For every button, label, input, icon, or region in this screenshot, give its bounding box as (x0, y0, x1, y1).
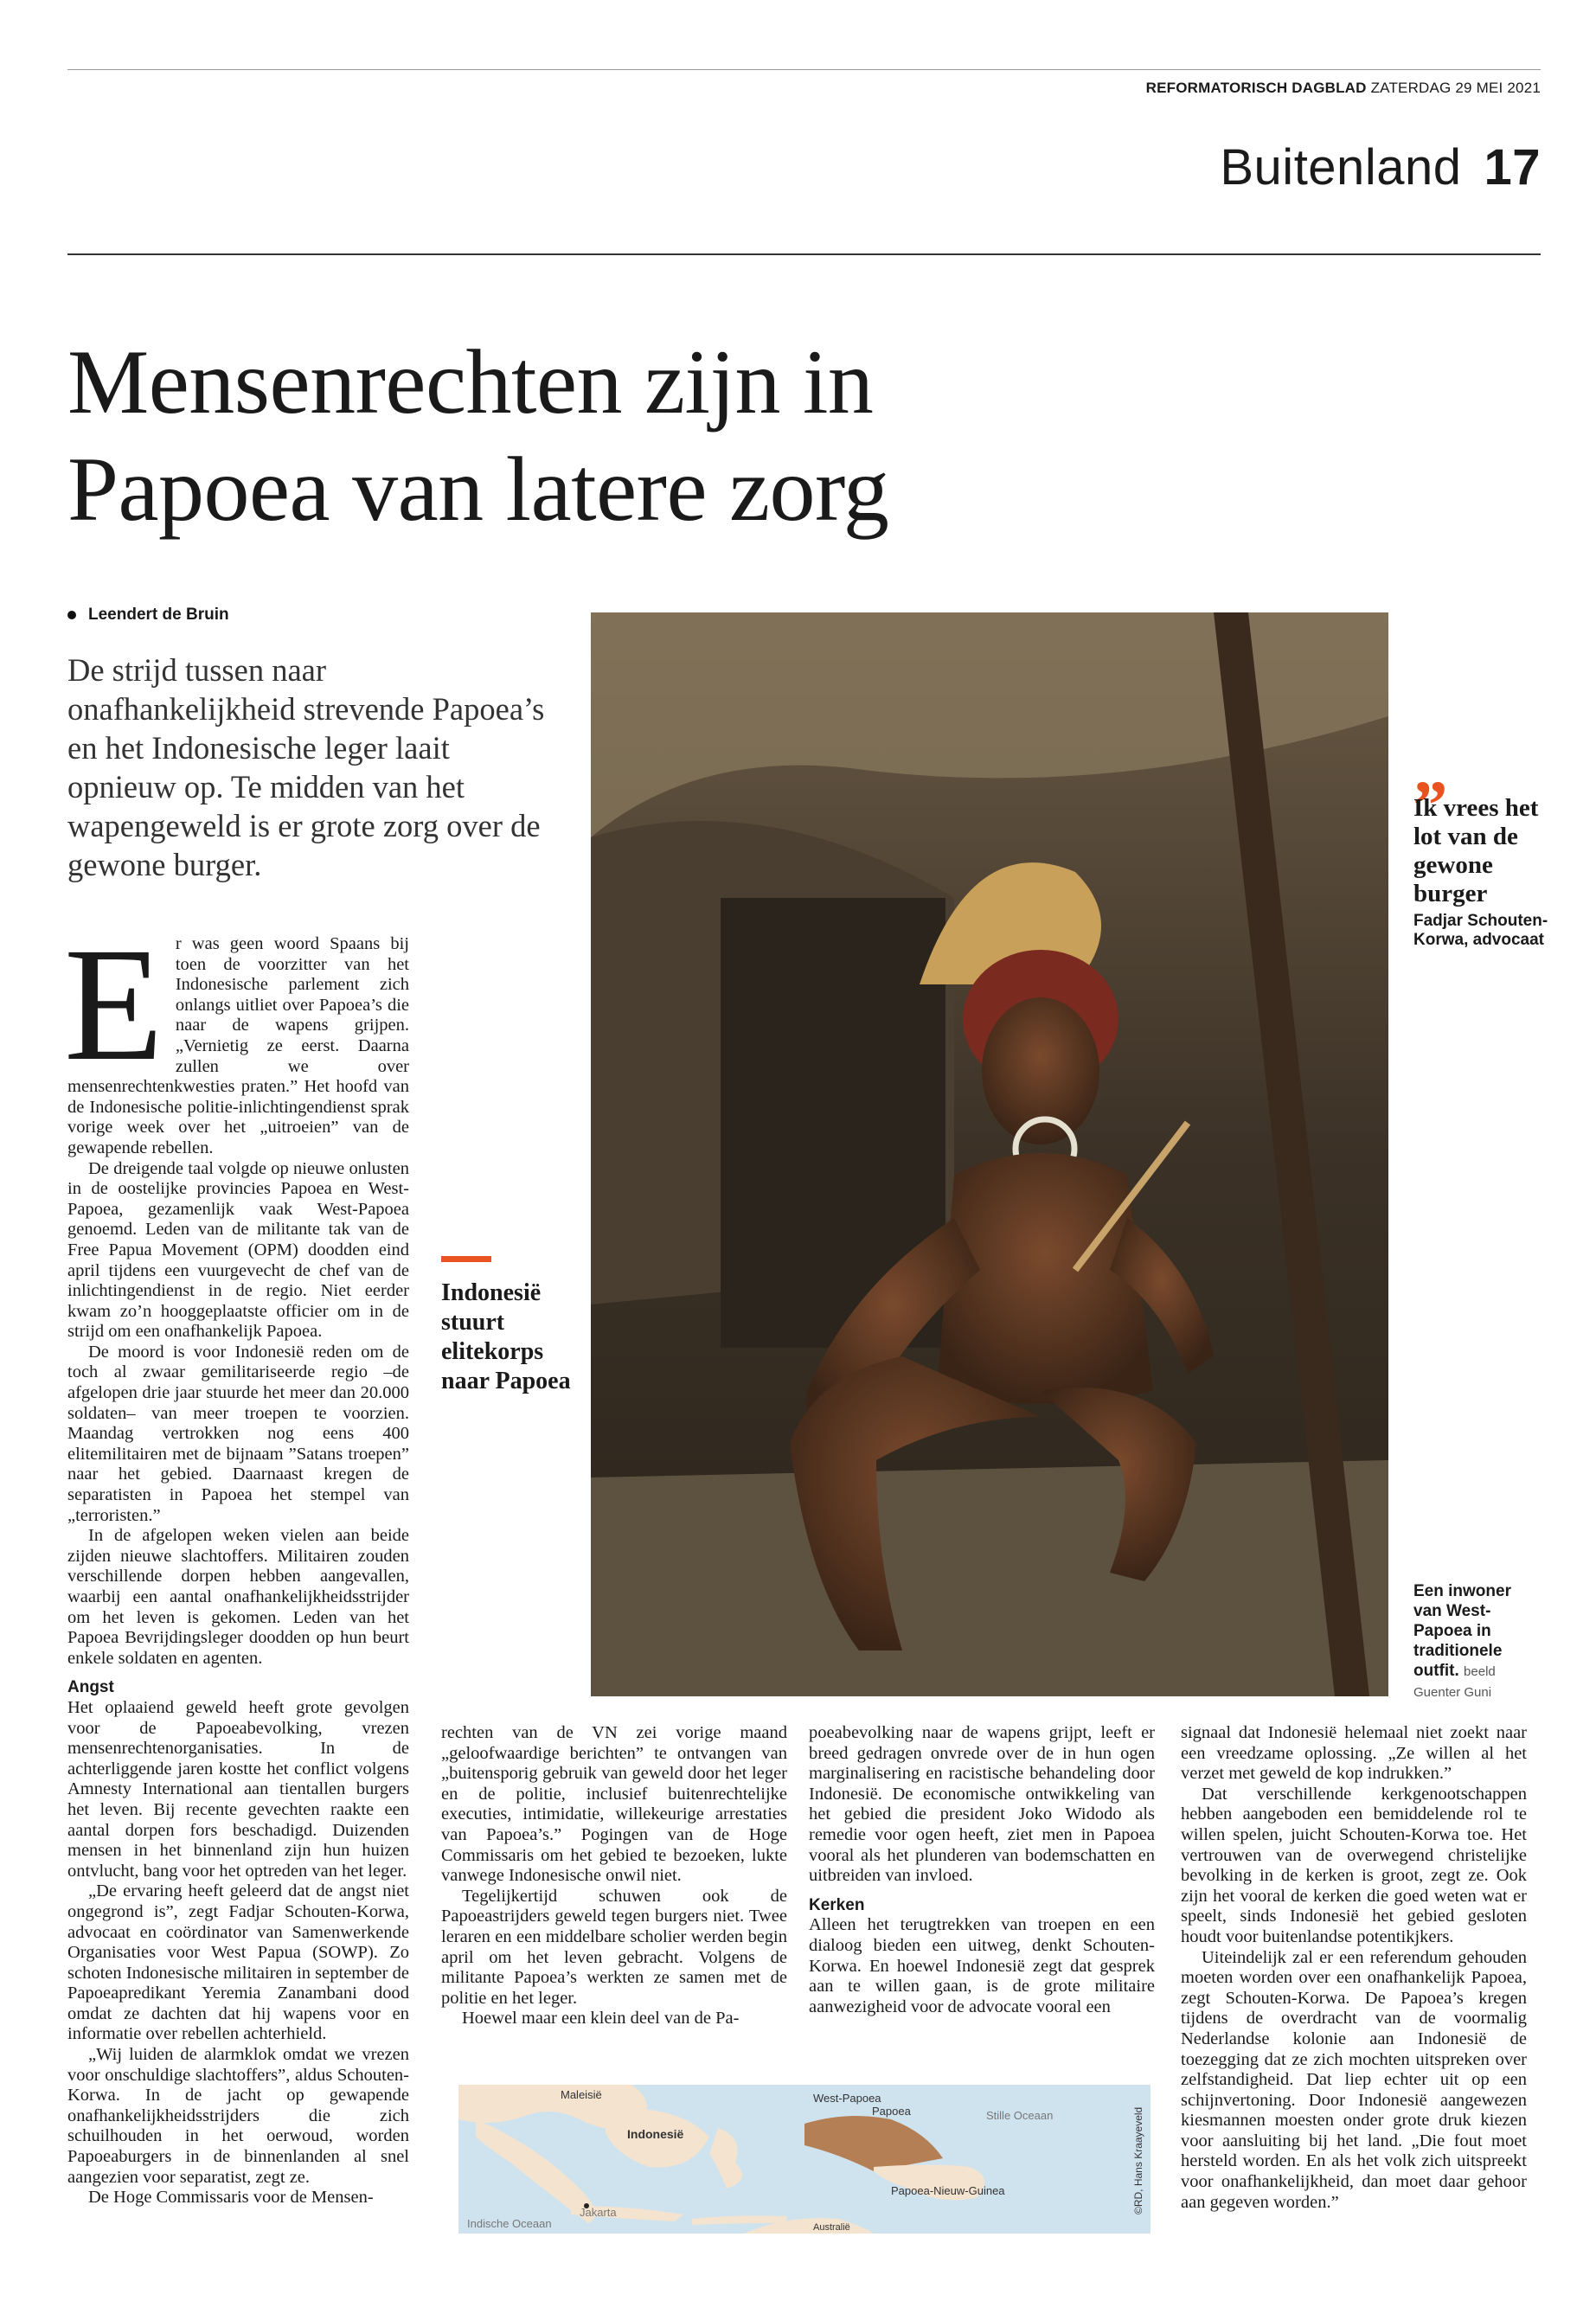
article-column-3 (809, 1723, 1155, 2017)
lead-paragraph: De strijd tussen naar onafhankelijkheid strevende Papoea’s en het Indonesische leger laait opnieuw op. Te midden van het wapengeweld is er grote zorg over de gewone burger. (67, 652, 545, 882)
paragraph: In de afgelopen weken vielen aan beide zijden nieuwe slachtoffers. Militairen zouden verschillende dorpen hebben aangevallen, waarbij een aantal onafhankelijkheidsstrijder om het leven is gekomen. Leden van het Papoea Bevrijdingsleger doodden op hun beurt enkele soldaten en agenten. (67, 1526, 409, 1668)
article-column-1 (64, 913, 409, 2208)
label-australie: Australië (813, 2222, 850, 2233)
headline-line-1: Mensenrechten zijn in (67, 331, 874, 433)
kader-text: Indonesië stuurt elitekorps naar Papoea (441, 1279, 571, 1394)
paragraph: Tegelijkertijd schuwen ook de Papoeastrijders geweld tegen burgers niet. Twee leraren en een middelbare scholier werden begin april om het leven gebracht. Volgens de militante Papoea’s werkten ze samen met de politie en het leger. (441, 1886, 787, 2008)
section-name: Buitenland (1220, 139, 1462, 195)
author-name: Leendert de Bruin (88, 606, 229, 624)
headline-line-2: Papoea van latere zorg (67, 439, 889, 540)
map-credit: ©RD, Hans Kraayeveld (1132, 2106, 1144, 2214)
quote-source: Fadjar Schouten-Korwa, advocaat (1413, 912, 1548, 949)
section-header (1220, 138, 1541, 196)
paragraph: „De ervaring heeft geleerd dat de angst niet ongegrond is”, zegt Fadjar Schouten-Korwa, advocaat en coördinator van Samenwerkende Organisaties voor West Papua (SOWP). Zo schoten Indonesische militairen in september de Papoeapredikant Yeremia Zanambani dood omdat ze dachten dat hij wapens voor en informatie over rebellen achterhield. (67, 1881, 409, 2044)
paragraph: De Hoge Commissaris voor de Mensen- (88, 2188, 374, 2208)
label-stille-oceaan: Stille Oceaan (986, 2109, 1054, 2122)
kader-accent-bar (441, 1256, 491, 1262)
map-graphic (458, 2085, 1151, 2234)
article-column-4 (1181, 1723, 1527, 2213)
paragraph: Dat verschillende kerkgenootschappen hebben aangeboden een bemiddelende rol te willen spelen, juicht Schouten-Korwa toe. Het vertrouwen van de overwegend christelijke bevolking in de kerken is groot, zegt ze. Ook zijn het vooral de kerken die goed weten wat er speelt, sinds Indonesië het gebied gesloten houdt voor buitenlandse potentikjkers. (1181, 1784, 1527, 1946)
label-png: Papoea-Nieuw-Guinea (891, 2184, 1005, 2197)
label-jakarta: Jakarta (580, 2206, 617, 2219)
paper-name: REFORMATORISCH DAGBLAD (1145, 80, 1367, 96)
page-number: 17 (1484, 139, 1541, 195)
article-photo (591, 612, 1388, 1696)
paragraph: „Wij luiden de alarmklok omdat we vrezen voor onschuldige slachtoffers”, aldus Schouten-Korwa. In de jacht op gewapende onafhankelijkheidsstrijders die zich schuilhouden in het oerwoud, worden Papoeaburgers in de binnenlanden al snel aangezien voor separatist, zegt ze. (67, 2045, 409, 2187)
section-rule (67, 253, 1541, 255)
label-west-papoea: West-Papoea (813, 2092, 881, 2105)
article-column-2 (441, 1723, 787, 2029)
label-maleisie: Maleisië (561, 2088, 602, 2101)
byline (67, 606, 229, 625)
paragraph: De moord is voor Indonesië reden om de toch al zwaar gemilitariseerde regio –de afgelopen drie jaar stuurde het meer dan 20.000 soldaten– van meer troepen te voorzien. Maandag vertrokken nog eens 400 elitemilitairen met de bijnaam ”Satans troepen” naar het gebied. Daarnaast kregen de separatisten in Papoea het stempel van „terroristen.” (67, 1342, 409, 1525)
indonesia-map (458, 2085, 1151, 2234)
label-indonesie: Indonesië (627, 2127, 684, 2141)
paragraph: poeabevolking naar de wapens grijpt, leeft er breed gedragen onvrede over de in hun ogen marginalisering en racistische behandeling door Indonesië. De economische ontwikkeling van het gebied die president Joko Widodo als remedie voor ogen heeft, ziet men in Papoea vooral als het plunderen van bodemschatten en uitbreiden van invloed. (809, 1723, 1155, 1886)
drop-cap: E (64, 913, 163, 1094)
paragraph: Hoewel maar een klein deel van de Pa- (462, 2009, 740, 2029)
label-indische-oceaan: Indische Oceaan (467, 2217, 552, 2230)
pull-quote: Ik vrees het lot van de gewone burger (1413, 794, 1539, 907)
subheading-angst: Angst (67, 1678, 114, 1697)
quote-mark: „ (1413, 732, 1448, 808)
top-rule (67, 69, 1541, 70)
paragraph: r was geen woord Spaans bij toen de voorzitter van het Indonesische parlement zich onlangs uitliet over Papoea’s die naar de wapens grijpen. „Vernietig ze eerst. Daarna zullen we over mensenrechtenkwesties praten.” Het hoofd van de Indonesische politie-inlichtingendienst sprak vorige week over het „uitroeien” van de gewapende rebellen. (67, 934, 409, 1157)
headline (67, 329, 1192, 543)
photo-illustration (591, 612, 1388, 1696)
byline-bullet (67, 611, 76, 619)
photo-caption (1413, 1581, 1543, 1702)
masthead (67, 80, 1541, 97)
caption-text: Een inwoner van West-Papoea in traditionele outfit. (1413, 1582, 1511, 1680)
label-papoea: Papoea (872, 2105, 911, 2118)
paragraph: rechten van de VN zei vorige maand „geloofwaardige berichten” te ontvangen van „buitensporig gebruik van geweld door het leger en de politie, inclusief buitenrechtelijke executies, intimidatie, willekeurige arrestaties van Papoea’s.” Pogingen van de Hoge Commissaris om het gebied te bezoeken, lukte vanwege Indonesische onwil niet. (441, 1723, 787, 1886)
paragraph: Uiteindelijk zal er een referendum gehouden moeten worden over een onafhankelijk Papoea, zegt Schouten-Korwa. De Papoea’s kregen tijdens de overdracht van de voormalig Nederlandse kolonie aan Indonesië de toezegging dat ze zich mochten uitspreken over zelfstandigheid. Dat liep echter uit op een schijnvertoning. Door Indonesië aangewezen kiesmannen moesten onder grote druk kiezen voor aansluiting bij het land. „Die fout moet hersteld worden. En als het volk zich uitspreekt voor onafhankelijkheid, dan moet daar gehoor aan gegeven worden.” (1181, 1947, 1527, 2212)
paragraph: De dreigende taal volgde op nieuwe onlusten in de oostelijke provincies Papoea en West-Papoea, gezamenlijk vaak West-Papoea genoemd. Leden van de militante tak van de Free Papua Movement (OPM) doodden eind april tijdens een vuurgevecht de chef van de inlichtingendienst in de regio. Niet eerder kwam zo’n hooggeplaatste officier om in de strijd om een onafhankelijk Papoea. (67, 1158, 409, 1342)
subheading-kerken: Kerken (809, 1895, 865, 1914)
caption-credit: beeld Guenter Guni (1413, 1664, 1496, 1700)
paragraph: Het oplaaiend geweld heeft grote gevolgen voor de Papoeabevolking, vrezen mensenrechtenorganisaties. In de achterliggende jaren kostte het conflict volgens Amnesty International aan tientallen burgers het leven. Bij recente gevechten raakte een aantal dorpen fors beschadigd. Duizenden mensen in het binnenland zijn hun huizen ontvlucht, bang voor het optreden van het leger. (67, 1697, 409, 1881)
paragraph: signaal dat Indonesië helemaal niet zoekt naar een vreedzame oplossing. „Ze willen al het verzet met geweld de kop indrukken.” (1181, 1723, 1527, 1784)
issue-date: ZATERDAG 29 MEI 2021 (1370, 80, 1541, 96)
paragraph: Alleen het terugtrekken van troepen en een dialoog bieden een uitweg, denkt Schouten-Korwa. En hoewel Indonesië zegt dat gesprek aan te willen gaan, is de grote militaire aanwezigheid voor de advocate vooral een (809, 1915, 1155, 2016)
